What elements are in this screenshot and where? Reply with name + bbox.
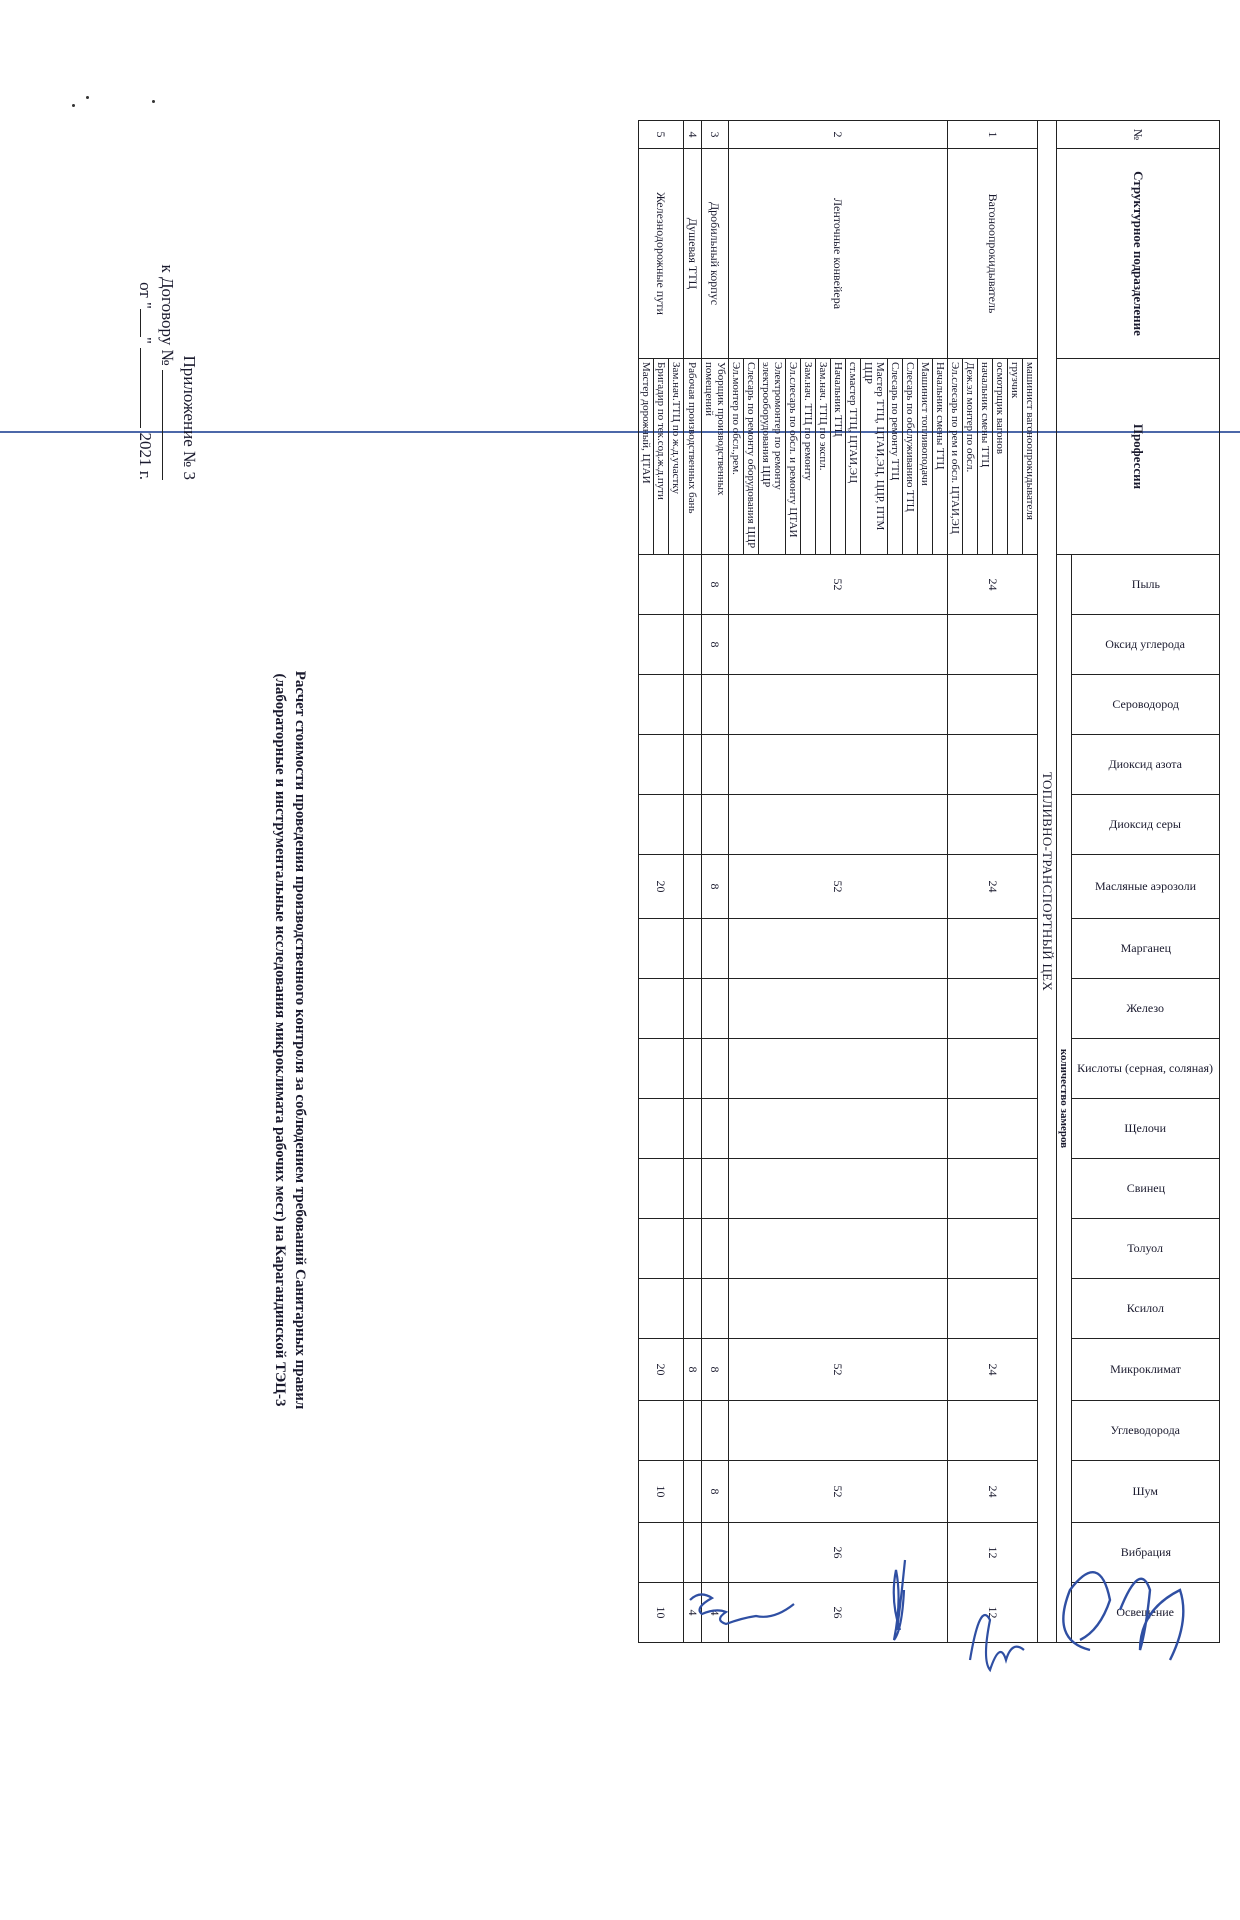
row-profession: Зам.нач. ТТЦ по ремонту [801,359,816,555]
header-param-label: Диоксид серы [1109,817,1182,831]
header-param-label: Диоксид азота [1108,757,1183,771]
row-value [729,979,948,1039]
table-row [702,121,729,1643]
row-profession: Зам.нач.ТТЦ по ж.д.участку [669,359,684,555]
row-profession: Начальник смены ТТЦ [933,359,948,555]
row-value [729,615,948,675]
row-value [729,1219,948,1279]
row-value [639,919,684,979]
row-value: 12 [948,1523,1038,1583]
row-value [729,1279,948,1339]
row-value [948,675,1038,735]
document-title [270,400,310,1680]
row-value [948,1099,1038,1159]
date-quote: " [136,336,155,344]
row-value [639,1159,684,1219]
header-param-label: Кислоты (серная, соляная) [1077,1061,1214,1075]
row-value: 10 [639,1583,684,1643]
row-value [729,919,948,979]
row-value [702,675,729,735]
row-value [639,615,684,675]
row-value [702,795,729,855]
row-value: 52 [729,1461,948,1523]
row-value: 8 [702,615,729,675]
row-value [729,1159,948,1219]
row-profession: осмотрщик вагонов [993,359,1008,555]
row-value [702,1039,729,1099]
header-param-label: Сероводород [1112,697,1179,711]
row-profession: Слесарь по обслуживанию ТТЦ [903,359,918,555]
row-value [702,735,729,795]
row-value [639,1099,684,1159]
header-unit: Структурное подразделение [1057,149,1220,359]
row-profession: Эл.монтер по обсл.,рем. [729,359,744,555]
row-profession: Мастер ТТЦ, ЦТАИ,ЭЦ, ЦЦР, ПТМ ЦЦР [861,359,888,555]
header-param-label: Оксид углерода [1105,637,1186,651]
header-param-label: Железо [1126,1001,1165,1015]
row-profession: Мастер дорожный, ЦТАИ [639,359,654,555]
date-year: 2021 г. [136,432,155,480]
header-profession: Профессии [1057,359,1220,555]
row-value [684,1401,702,1461]
title-line-2: (лабораторные и инструментальные исследования микроклимата рабочих мест) на Карагандинской ТЭЦ-3 [272,673,288,1407]
row-value [702,979,729,1039]
row-value: 8 [702,855,729,919]
row-value [639,979,684,1039]
row-value [729,795,948,855]
row-value [702,1159,729,1219]
signature-4 [1063,1572,1183,1660]
row-profession: Эл.слесарь по обсл. и ремонту ЦТАИ [786,359,801,555]
row-profession: Рабочая производственных бань [684,359,702,555]
row-value [639,675,684,735]
row-profession: Деж.эл монтер по обсл. [963,359,978,555]
header-param-label: Шум [1132,1484,1159,1498]
row-value: 24 [948,555,1038,615]
row-value [948,615,1038,675]
row-value [729,1099,948,1159]
row-value: 24 [948,1461,1038,1523]
table-row [684,121,702,1643]
row-value [639,555,684,615]
header-param [1072,1099,1220,1159]
row-unit: Вагоноопрокидыватель [948,149,1038,359]
row-profession: Слесарь по ремонту оборудования ЦЦР [744,359,759,555]
header-param-label: Свинец [1126,1181,1165,1195]
header-param [1072,1219,1220,1279]
header-param-label: Марганец [1120,941,1171,955]
row-value [702,1401,729,1461]
signatures [0,1500,1240,1754]
row-value [684,735,702,795]
header-param [1072,615,1220,675]
table-row [933,121,948,1643]
row-value: 4 [684,1583,702,1643]
row-value [729,675,948,735]
signature-1 [690,1594,794,1624]
row-value [948,1159,1038,1219]
appendix-block [134,120,200,480]
row-value: 52 [729,855,948,919]
row-value [684,1039,702,1099]
row-value [948,795,1038,855]
row-value [948,919,1038,979]
row-value [639,1279,684,1339]
row-value [684,615,702,675]
row-value: 26 [729,1523,948,1583]
row-unit: Железнодорожные пути [639,149,684,359]
row-value [948,735,1038,795]
row-number: 3 [702,121,729,149]
header-param-label: Углеводорода [1110,1423,1181,1437]
row-value [729,735,948,795]
row-value [684,1099,702,1159]
row-number: 1 [948,121,1038,149]
header-param [1072,919,1220,979]
row-value [702,1279,729,1339]
row-value [684,675,702,735]
row-value [639,1039,684,1099]
row-profession: машинист вагоноопрокидывателя [1023,359,1038,555]
appendix-title: Приложение № 3 [180,355,199,480]
row-value [729,1401,948,1461]
row-value [684,1219,702,1279]
header-param [1072,1039,1220,1099]
row-value: 4 [702,1583,729,1643]
signature-3 [970,1615,1024,1670]
row-value: 52 [729,555,948,615]
row-value [684,979,702,1039]
header-param [1072,735,1220,795]
row-value [639,1219,684,1279]
header-param-label: Масляные аэрозоли [1094,879,1197,893]
row-value [948,1039,1038,1099]
header-param [1072,1401,1220,1461]
row-value: 8 [702,1339,729,1401]
row-value: 26 [729,1583,948,1643]
row-profession: Электромонтер по ремонту электрооборудования ЦЦР [759,359,786,555]
header-param-label: Щелочи [1124,1121,1167,1135]
row-unit: Ленточные конвейера [729,149,948,359]
row-value [702,1219,729,1279]
header-num: № [1057,121,1220,149]
row-profession: Бригадир по тек.сод.ж.д.пути [654,359,669,555]
date-prefix: от " [136,282,155,309]
row-value [684,855,702,919]
row-value: 8 [702,1461,729,1523]
measurement-table [638,120,1220,1643]
row-value [639,735,684,795]
row-value: 8 [684,1339,702,1401]
title-line-1: Расчет стоимости проведения производственного контроля за соблюдением требований Санитарных правил [292,670,308,1410]
header-row [1072,121,1220,1643]
contract-number-blank [162,370,178,480]
row-value: 8 [702,555,729,615]
row-value [729,1039,948,1099]
row-value [684,919,702,979]
row-value: 52 [729,1339,948,1401]
row-profession: Слесарь по ремонту ТТЦ [888,359,903,555]
count-label: количество замеров [1057,555,1072,1643]
row-value [948,979,1038,1039]
row-number: 4 [684,121,702,149]
row-value [684,795,702,855]
row-unit: Дробильный корпус [702,149,729,359]
section-row [1038,121,1057,1643]
row-value: 10 [639,1461,684,1523]
header-param-label: Ксилол [1126,1301,1165,1315]
table-row [669,121,684,1643]
row-value: 12 [948,1583,1038,1643]
row-unit: Душевая ТТЦ [684,149,702,359]
header-param [1072,675,1220,735]
header-param-label: Пыль [1131,577,1160,591]
contract-label: к Договору № [158,264,177,366]
row-value: 24 [948,855,1038,919]
header-param-label: Толуол [1127,1241,1164,1255]
row-value [684,555,702,615]
section-title: ТОПЛИВНО-ТРАНСПОРТНЫЙ ЦЕХ [1038,121,1057,1643]
month-blank [140,348,156,428]
header-param-label: Освещение [1116,1605,1175,1619]
header-param [1072,855,1220,919]
row-value: 20 [639,1339,684,1401]
row-profession: Машинист топливоподачи [918,359,933,555]
row-profession: ст.мастер ТТЦ, ЦТАИ,ЭЦ [846,359,861,555]
row-value [684,1159,702,1219]
row-value [684,1279,702,1339]
header-param [1072,1339,1220,1401]
row-profession: Эл.слесарь по рем и обсл. ЦТАИ,ЭЦ [948,359,963,555]
signature-2 [894,1560,905,1640]
header-param [1072,555,1220,615]
row-number: 2 [729,121,948,149]
contract-line [156,120,178,480]
row-value [948,1401,1038,1461]
header-param [1072,979,1220,1039]
row-profession: Зам.нач. ТТЦ по экспл. [816,359,831,555]
row-value [948,1279,1038,1339]
header-param [1072,795,1220,855]
header-param [1072,1279,1220,1339]
date-line [134,120,156,480]
table-row [1023,121,1038,1643]
header-param-label: Микроклимат [1110,1362,1181,1376]
row-value [639,795,684,855]
row-profession: Начальник ТТЦ [831,359,846,555]
header-param [1072,1159,1220,1219]
row-value [948,1219,1038,1279]
row-number: 5 [639,121,684,149]
row-profession: начальник смены ТТЦ [978,359,993,555]
row-value [702,1099,729,1159]
row-value: 24 [948,1339,1038,1401]
day-blank [140,309,156,337]
row-value [702,919,729,979]
row-value [639,1401,684,1461]
header-param-label: Вибрация [1120,1545,1171,1559]
row-value: 20 [639,855,684,919]
row-profession: Уборщик производственных помещений [702,359,729,555]
row-profession: грузчик [1008,359,1023,555]
